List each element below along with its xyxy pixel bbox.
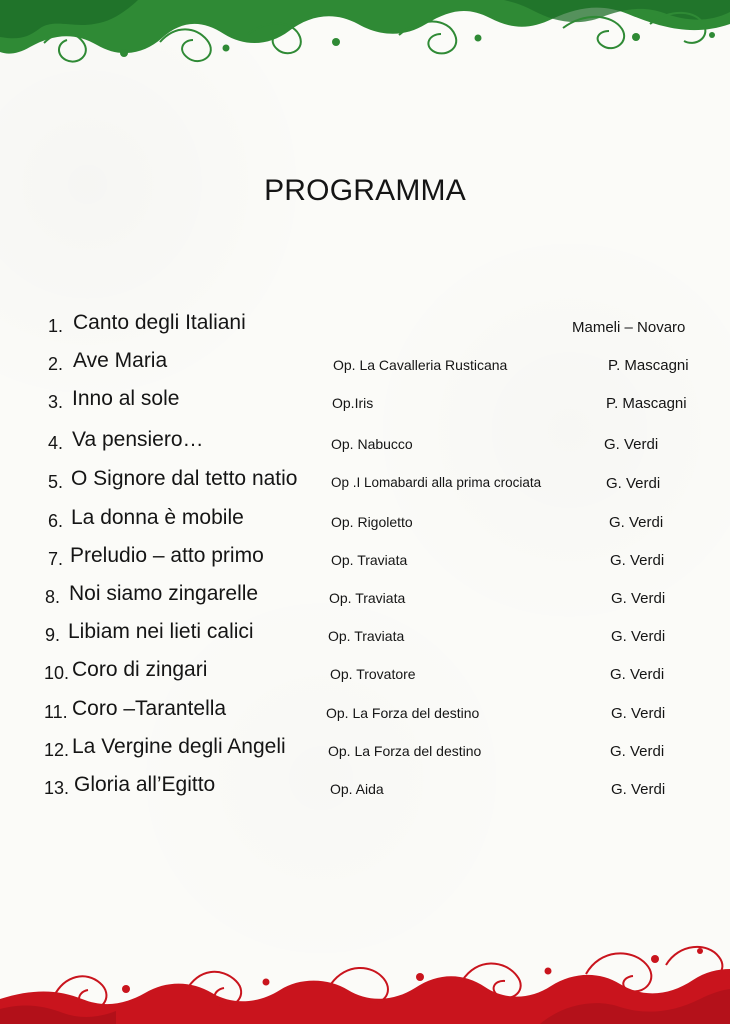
- program-row-9: [0, 620, 730, 650]
- program-opera: Op .I Lomabardi alla prima crociata: [331, 475, 542, 490]
- program-opera: Op.Iris: [332, 395, 374, 411]
- program-composer: G. Verdi: [610, 743, 665, 760]
- program-row-5: [0, 467, 730, 497]
- program-composer: G. Verdi: [610, 666, 665, 683]
- program-composer: G. Verdi: [609, 514, 664, 531]
- program-composer: G. Verdi: [606, 475, 661, 492]
- page-title: PROGRAMMA: [264, 174, 466, 207]
- program-opera: Op. Traviata: [329, 590, 406, 606]
- program-composer: G. Verdi: [611, 781, 666, 798]
- program-song: Gloria all’Egitto: [74, 773, 216, 796]
- program-opera: Op. La Cavalleria Rusticana: [333, 357, 508, 373]
- program-row-1: [0, 311, 730, 341]
- program-opera: Op. Traviata: [328, 628, 405, 644]
- program-number: 13.: [44, 778, 70, 798]
- program-opera: Op. Aida: [330, 781, 384, 797]
- program-song: O Signore dal tetto natio: [71, 467, 298, 490]
- bottom-floral-border: [0, 929, 730, 1024]
- program-number: 10.: [44, 663, 70, 683]
- red-floral-graphic: [0, 929, 730, 1024]
- program-opera: Op. Trovatore: [330, 666, 416, 682]
- program-row-8: [0, 582, 730, 612]
- program-composer: P. Mascagni: [606, 395, 687, 412]
- program-number: 1.: [48, 316, 64, 336]
- program-song: Libiam nei lieti calici: [68, 620, 254, 643]
- program-row-12: [0, 735, 730, 765]
- program-song: Va pensiero…: [72, 428, 204, 451]
- program-row-6: [0, 506, 730, 536]
- program-number: 4.: [48, 433, 64, 453]
- program-composer: G. Verdi: [611, 590, 666, 607]
- program-composer: Mameli – Novaro: [572, 319, 686, 336]
- program-row-10: [0, 658, 730, 688]
- program-number: 2.: [48, 354, 64, 374]
- program-composer: G. Verdi: [604, 436, 659, 453]
- program-opera: Op. La Forza del destino: [328, 743, 482, 759]
- green-floral-graphic: [0, 0, 730, 76]
- program-number: 9.: [45, 625, 61, 645]
- program-row-11: [0, 697, 730, 727]
- program-song: La Vergine degli Angeli: [72, 735, 286, 758]
- program-opera: Op. La Forza del destino: [326, 705, 480, 721]
- program-song: La donna è mobile: [71, 506, 244, 529]
- program-row-4: [0, 428, 730, 458]
- program-composer: G. Verdi: [611, 628, 666, 645]
- program-row-2: [0, 349, 730, 379]
- program-song: Inno al sole: [72, 387, 180, 410]
- program-song: Preludio – atto primo: [70, 544, 264, 567]
- program-song: Canto degli Italiani: [73, 311, 246, 334]
- program-number: 12.: [44, 740, 70, 760]
- program-song: Ave Maria: [73, 349, 168, 372]
- program-opera: Op. Traviata: [331, 552, 408, 568]
- top-floral-border: [0, 0, 730, 76]
- program-number: 7.: [48, 549, 64, 569]
- program-number: 8.: [45, 587, 61, 607]
- program-row-7: [0, 544, 730, 574]
- program-song: Coro –Tarantella: [72, 697, 227, 720]
- program-number: 11.: [44, 702, 68, 722]
- program-composer: P. Mascagni: [608, 357, 689, 374]
- program-opera: Op. Rigoletto: [331, 514, 413, 530]
- program-number: 5.: [48, 472, 64, 492]
- program-number: 6.: [48, 511, 64, 531]
- program-row-13: [0, 773, 730, 803]
- program-composer: G. Verdi: [610, 552, 665, 569]
- program-composer: G. Verdi: [611, 705, 666, 722]
- program-number: 3.: [48, 392, 64, 412]
- program-song: Noi siamo zingarelle: [69, 582, 259, 605]
- program-song: Coro di zingari: [72, 658, 208, 681]
- program-opera: Op. Nabucco: [331, 436, 413, 452]
- program-row-3: [0, 387, 730, 417]
